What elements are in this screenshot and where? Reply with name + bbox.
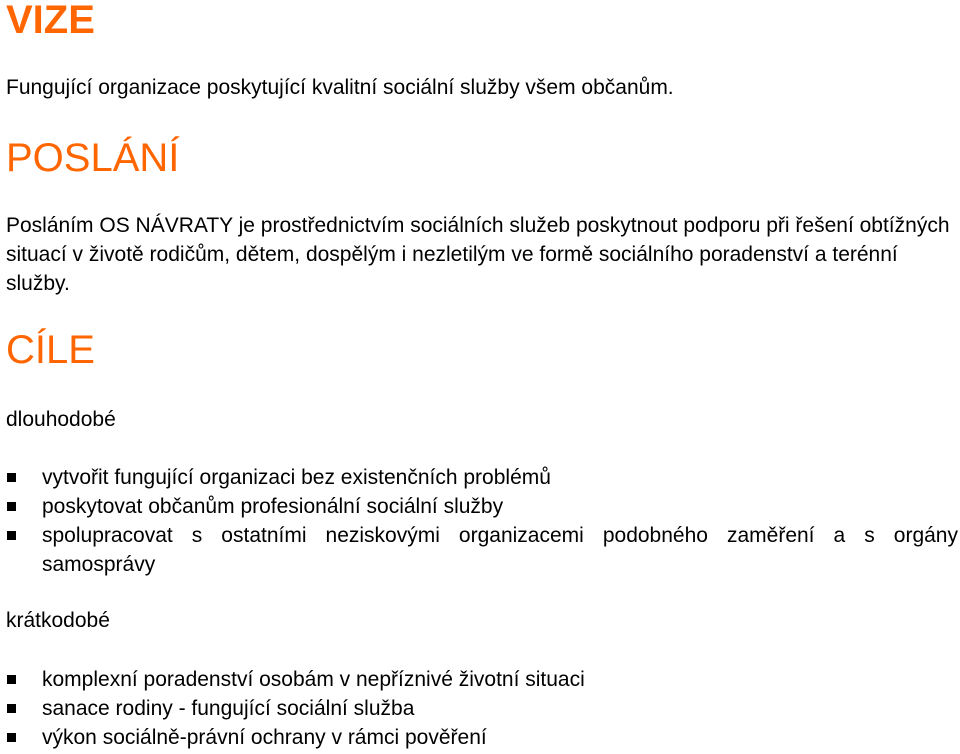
square-bullet-icon	[7, 502, 16, 511]
list-item	[0, 492, 958, 521]
square-bullet-icon	[7, 704, 16, 713]
square-bullet-icon	[7, 733, 16, 742]
long-term-goals-list	[0, 463, 958, 579]
list-item-text: poskytovat občanům profesionální sociální služby	[42, 495, 504, 518]
list-item-text: vytvořit fungující organizaci bez existenčních problémů	[42, 466, 551, 489]
list-item-text: spolupracovat s ostatními neziskovými organizacemi podobného zaměření a s orgány samosprávy	[42, 524, 958, 576]
list-item-text: výkon sociálně-právní ochrany v rámci pověření	[42, 726, 487, 749]
list-item-text: sanace rodiny - fungující sociální služba	[42, 697, 415, 720]
list-item	[0, 694, 958, 723]
vision-text: Fungující organizace poskytující kvalitní sociální služby všem občanům.	[6, 76, 674, 99]
square-bullet-icon	[7, 675, 16, 684]
mission-text: Posláním OS NÁVRATY je prostřednictvím sociálních služeb poskytnout podporu při řešení obtížných situací v životě rodičům, dětem, dospělým i nezletilým ve formě sociálního poradenství a terénní služby.	[6, 214, 950, 295]
square-bullet-icon	[7, 531, 16, 540]
short-term-goals-list	[0, 665, 958, 752]
heading-vize: VIZE	[6, 0, 95, 42]
square-bullet-icon	[7, 473, 16, 482]
list-item	[0, 463, 958, 492]
list-item-text: komplexní poradenství osobám v nepříznivé životní situaci	[42, 668, 585, 691]
list-item	[0, 723, 958, 752]
list-item	[0, 521, 958, 579]
short-term-goals-label: krátkodobé	[6, 609, 110, 632]
list-item	[0, 665, 958, 694]
heading-cile: CÍLE	[6, 328, 95, 372]
long-term-goals-label: dlouhodobé	[6, 408, 116, 431]
heading-poslani: POSLÁNÍ	[6, 136, 180, 180]
